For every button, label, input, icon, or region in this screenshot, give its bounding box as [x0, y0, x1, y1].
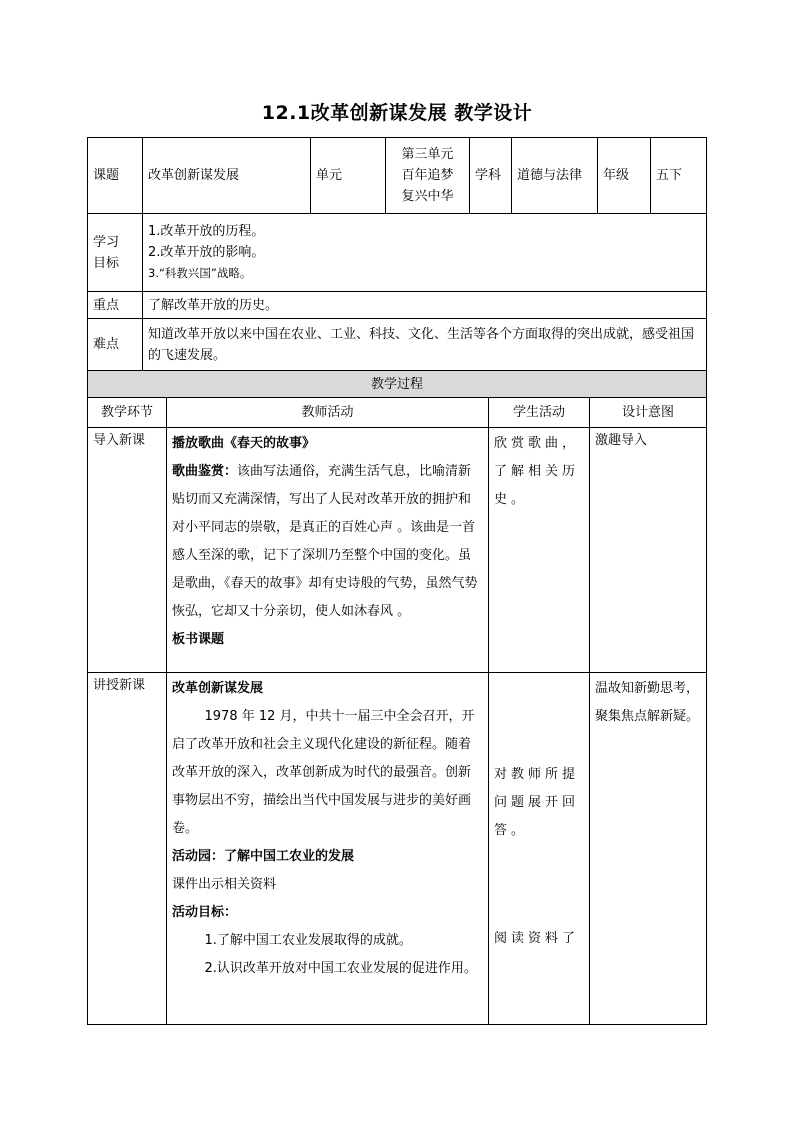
activity-goal-item: 1.了解中国工农业发展取得的成就。	[204, 933, 412, 948]
grade-value: 五下	[651, 138, 707, 214]
activity-heading: 活动园：了解中国工农业的发展	[172, 849, 355, 864]
spacer	[494, 845, 584, 925]
document-title: 12.1改革创新谋发展 教学设计	[261, 102, 533, 124]
lecture-student-activity	[489, 673, 590, 1025]
process-title: 教学过程	[88, 371, 707, 398]
objective-item: 1.改革开放的历程。	[148, 224, 265, 239]
lecture-student-reading: 阅读资料了	[494, 931, 580, 946]
appreciation-text: 该曲写法通俗，充满生活气息，比喻清新贴切而又充满深情，写出了人民对改革开放的拥护和对小平同志的崇敬，是真正的百姓心声 。该曲是一首感人至深的歌，记下了深圳乃至整个中国的变化。虽是歌曲，《春天的故事》却有史诗般的气势，虽然气势恢弘，它却又十分亲切，使人如沐春风 。	[172, 464, 478, 619]
intro-teacher-activity	[167, 428, 489, 673]
intro-stage: 导入新课	[88, 428, 167, 673]
spacer	[494, 675, 584, 761]
teaching-process-table	[87, 370, 707, 1025]
header-teacher: 教师活动	[167, 398, 489, 428]
lecture-stage: 讲授新课	[88, 673, 167, 1025]
intro-board-title: 板书课题	[172, 632, 225, 647]
header-intent: 设计意图	[590, 398, 707, 428]
objectives-label-line: 学习	[93, 234, 120, 250]
unit-label: 单元	[311, 138, 386, 214]
process-title-row	[88, 371, 707, 398]
lecture-student-answer: 对教师所提问题展开回答。	[494, 767, 580, 838]
unit-line: 百年追梦	[401, 168, 454, 183]
process-row-lecture	[88, 673, 707, 1025]
activity-goal-item: 2.认识改革开放对中国工农业发展的促进作用。	[204, 961, 477, 976]
lecture-paragraph: 1978 年 12 月，中共十一届三中全会召开，开启了改革开放和社会主义现代化建设的新征程。随着改革开放的深入，改革创新成为时代的最强音。创新事物层出不穷，描绘出当代中国发展与进步的美好画卷。	[172, 709, 475, 836]
header-stage: 教学环节	[88, 398, 167, 428]
courseware-note: 课件出示相关资料	[172, 877, 277, 892]
intro-intent: 激趣导入	[590, 428, 707, 673]
intro-song-heading: 播放歌曲《春天的故事》	[172, 436, 316, 451]
activity-goal-label: 活动目标：	[172, 905, 238, 920]
lecture-intent: 温故知新勤思考，聚集焦点解新疑。	[590, 673, 707, 1025]
unit-line: 第三单元	[401, 147, 454, 162]
unit-value	[386, 138, 470, 214]
unit-line: 复兴中华	[401, 189, 454, 204]
info-row-difficulty	[88, 319, 707, 371]
info-row-topic	[88, 138, 707, 214]
objective-item: 2.改革开放的影响。	[148, 245, 265, 260]
subject-label: 学科	[470, 138, 512, 214]
topic-value: 改革创新谋发展	[143, 138, 311, 214]
intro-appreciation	[172, 458, 483, 626]
grade-label: 年级	[598, 138, 651, 214]
lecture-heading: 改革创新谋发展	[172, 681, 264, 696]
objective-item: 3.“科教兴国”战略。	[148, 266, 252, 280]
difficulty-value: 知道改革开放以来中国在农业、工业、科技、文化、生活等各个方面取得的突出成就，感受祖国的飞速发展。	[143, 319, 707, 371]
difficulty-label: 难点	[88, 319, 143, 371]
info-row-objectives	[88, 214, 707, 292]
key-label: 重点	[88, 292, 143, 319]
course-info-table	[87, 137, 707, 371]
intro-student-activity: 欣赏歌曲，了解相关历史。	[489, 428, 590, 673]
appreciation-label: 歌曲鉴赏：	[172, 464, 238, 479]
header-student: 学生活动	[489, 398, 590, 428]
objectives-label	[88, 214, 143, 292]
lecture-teacher-activity	[167, 673, 489, 1025]
process-row-intro	[88, 428, 707, 673]
subject-value: 道德与法律	[512, 138, 598, 214]
key-value: 了解改革开放的历史。	[143, 292, 707, 319]
objectives-value	[143, 214, 707, 292]
topic-label: 课题	[88, 138, 143, 214]
objectives-label-line: 目标	[93, 255, 120, 271]
info-row-key	[88, 292, 707, 319]
process-header-row	[88, 398, 707, 428]
